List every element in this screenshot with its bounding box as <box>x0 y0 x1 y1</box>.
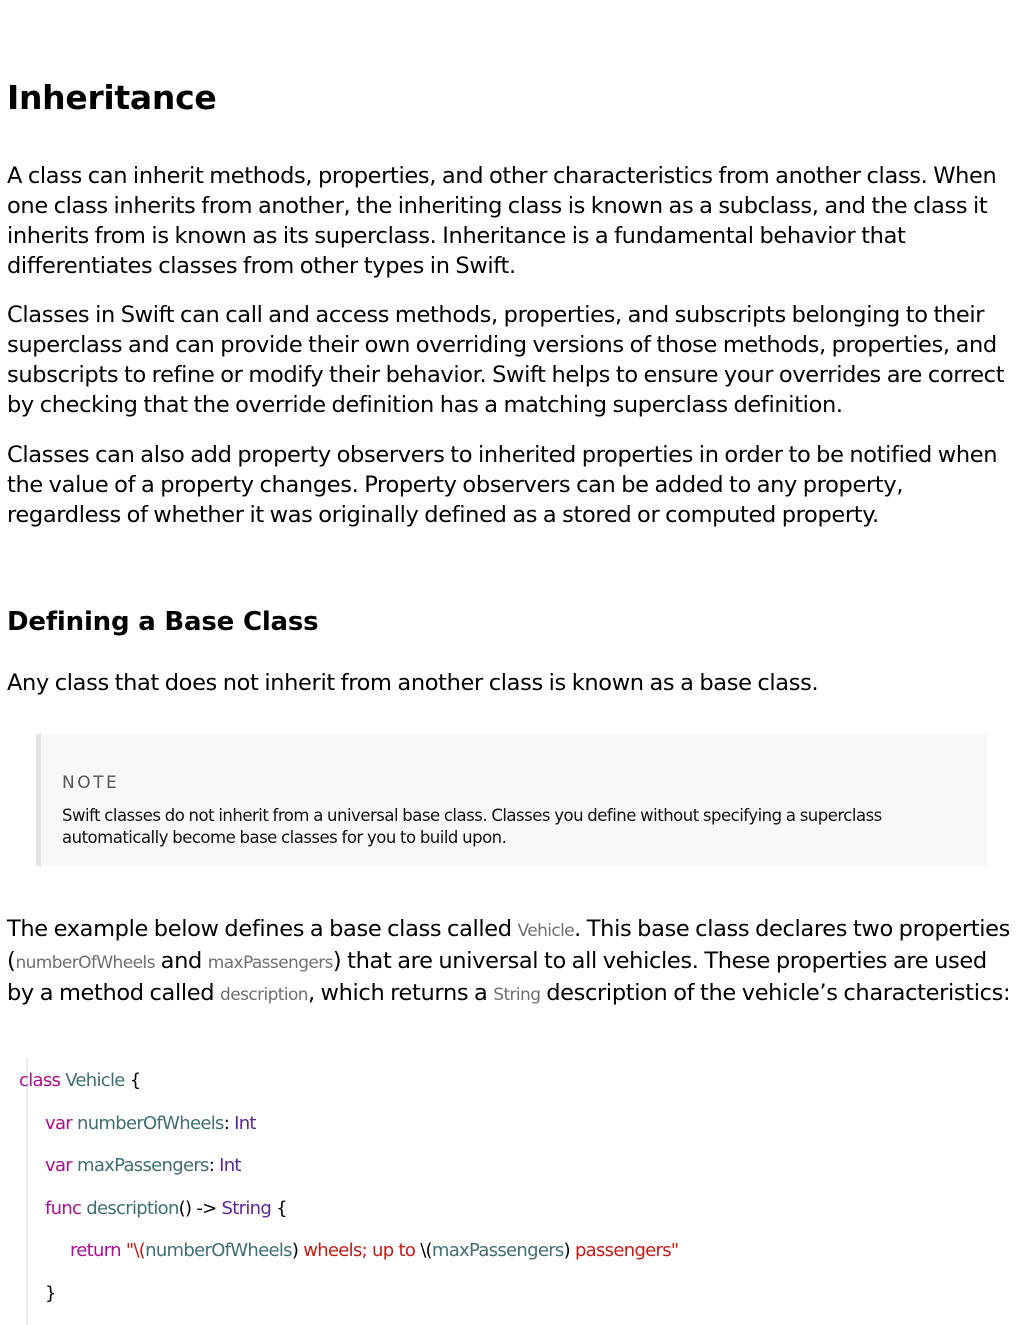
intro-paragraph-2: Classes in Swift can call and access methods, properties, and subscripts belonging to their superclass and can provide their own overriding versions of those methods, properties, and subscripts to refine or modify their behavior. Swift helps to ensure your overrides are correct by checking that the override definition has a matching superclass definition. <box>7 302 1005 418</box>
example-text: and <box>154 948 208 974</box>
intro-paragraph-1: A class can inherit methods, properties, and other characteristics from another class. When one class inherits from another, the inheriting class is known as a subclass, and the class it inherits from is known as its superclass. Inheritance is a fundamental behavior that differentiates classes from other types in Swift. <box>7 163 997 279</box>
code-line-1 <box>19 1070 140 1091</box>
code-punct: \( <box>420 1240 432 1261</box>
note-label: NOTE <box>62 773 120 793</box>
inline-code-number-of-wheels: numberOfWheels <box>15 953 155 973</box>
code-punct: { <box>271 1198 287 1219</box>
example-paragraph <box>7 914 1019 1010</box>
code-identifier: numberOfWheels <box>145 1240 292 1261</box>
note-box <box>36 734 987 866</box>
code-type: String <box>221 1198 272 1219</box>
code-keyword: var <box>45 1113 72 1134</box>
code-string: "\( <box>120 1240 146 1261</box>
code-keyword: func <box>45 1198 82 1219</box>
code-line-2 <box>45 1113 256 1134</box>
inline-code-description: description <box>220 985 308 1005</box>
code-identifier: numberOfWheels <box>71 1113 224 1134</box>
code-punct: } <box>45 1283 56 1304</box>
section-lead: Any class that does not inherit from another class is known as a base class. <box>7 670 819 696</box>
code-identifier: maxPassengers <box>431 1240 564 1261</box>
code-line-5 <box>70 1240 679 1261</box>
code-line-3 <box>45 1155 241 1176</box>
example-text: ) that are universal to all vehicles. These properties are used by a method called <box>7 948 987 1006</box>
inline-code-vehicle: Vehicle <box>517 921 575 941</box>
code-type: Int <box>219 1155 241 1176</box>
code-punct: () -> <box>178 1198 222 1219</box>
code-identifier: description <box>81 1198 179 1219</box>
code-line-6 <box>45 1283 56 1304</box>
example-text: description of the vehicle’s characteristics: <box>540 980 1011 1006</box>
intro-paragraph-3: Classes can also add property observers to inherited properties in order to be notified when the value of a property changes. Property observers can be added to any property, regardless of whether it was originally defined as a stored or computed property. <box>7 442 998 528</box>
example-text: The example below defines a base class called <box>7 916 518 942</box>
code-punct: : <box>208 1155 220 1176</box>
code-line-4 <box>45 1198 287 1219</box>
code-keyword: var <box>45 1155 72 1176</box>
section-heading: Defining a Base Class <box>7 607 319 637</box>
inline-code-string: String <box>493 985 541 1005</box>
page-title: Inheritance <box>7 78 217 117</box>
example-text: . This base class declares two properties ( <box>7 916 1011 974</box>
code-punct: ) <box>563 1240 570 1261</box>
example-text: , which returns a <box>307 980 494 1006</box>
code-string: passengers" <box>569 1240 679 1261</box>
code-class-name: Vehicle <box>60 1070 125 1091</box>
code-punct: : <box>223 1113 235 1134</box>
code-type: Int <box>234 1113 256 1134</box>
code-punct: ) <box>291 1240 299 1261</box>
note-text: Swift classes do not inherit from a universal base class. Classes you define without specifying a superclass automatically become base classes for you to build upon. <box>62 806 882 847</box>
code-keyword: class <box>19 1070 61 1091</box>
code-string: wheels; up to <box>298 1240 421 1261</box>
code-identifier: maxPassengers <box>71 1155 209 1176</box>
code-keyword: return <box>70 1240 121 1261</box>
inline-code-max-passengers: maxPassengers <box>207 953 333 973</box>
code-punct: { <box>124 1070 141 1091</box>
code-block <box>19 1058 1008 1325</box>
